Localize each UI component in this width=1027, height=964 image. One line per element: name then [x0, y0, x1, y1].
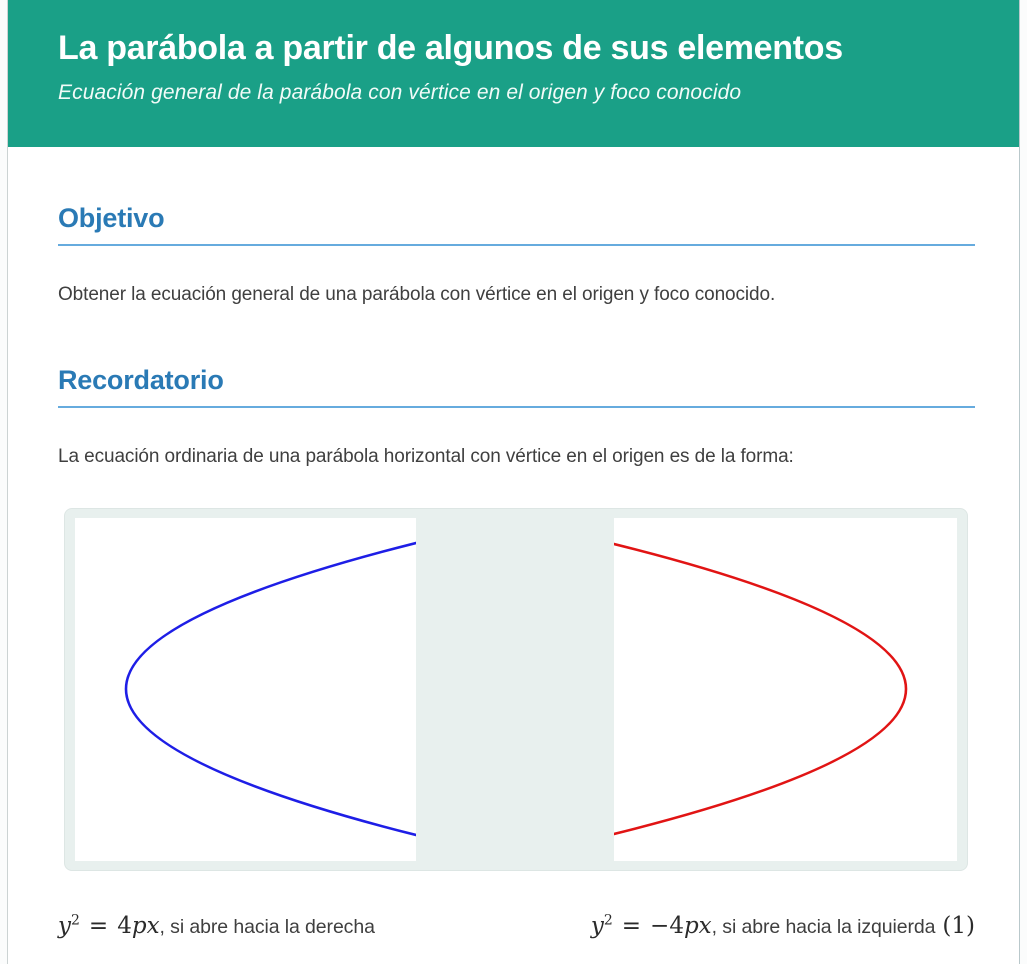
math-sign: −	[650, 913, 670, 939]
section-body-objetivo: Obtener la ecuación general de una parábola con vértice en el origen y foco conocido.	[58, 284, 776, 305]
figure-panel-right-opening	[75, 518, 416, 861]
math-variables: px	[131, 913, 160, 939]
lesson-header	[8, 0, 1019, 147]
math-variable: y	[590, 913, 604, 939]
section-heading-objetivo: Objetivo	[58, 203, 975, 246]
equation-caption: , si abre hacia la izquierda	[711, 916, 936, 938]
right-opening-parabola-plot	[75, 518, 416, 861]
math-coefficient: −4	[650, 913, 684, 939]
equation-right-opening	[58, 913, 375, 939]
math-exponent: 2	[603, 912, 613, 929]
math-variable: y	[58, 913, 71, 939]
left-opening-parabola-plot	[614, 518, 957, 861]
parabola-curve-red	[614, 544, 906, 834]
equation-number-tag: (1)	[942, 913, 975, 939]
math-expression	[591, 913, 712, 939]
math-exponent: 2	[71, 912, 80, 929]
parabola-figure	[64, 508, 968, 871]
math-equals: =	[88, 913, 109, 939]
equations-row	[58, 913, 975, 964]
section-body-recordatorio: La ecuación ordinaria de una parábola horizontal con vértice en el origen es de la forma:	[58, 446, 794, 467]
parabola-curve-blue	[126, 543, 416, 835]
page-title: La parábola a partir de algunos de sus elementos	[58, 29, 843, 67]
math-coefficient: 4	[117, 913, 132, 939]
math-equals: =	[621, 913, 642, 939]
equation-caption: , si abre hacia la derecha	[159, 916, 375, 938]
math-variables: px	[683, 913, 712, 939]
math-expression	[58, 913, 160, 939]
section-heading-recordatorio: Recordatorio	[58, 365, 975, 408]
figure-panel-left-opening	[614, 518, 957, 861]
equation-left-opening	[591, 913, 975, 939]
lesson-content	[8, 203, 1019, 964]
lesson-page	[7, 0, 1020, 964]
page-subtitle: Ecuación general de la parábola con vértice en el origen y foco conocido	[58, 80, 742, 104]
